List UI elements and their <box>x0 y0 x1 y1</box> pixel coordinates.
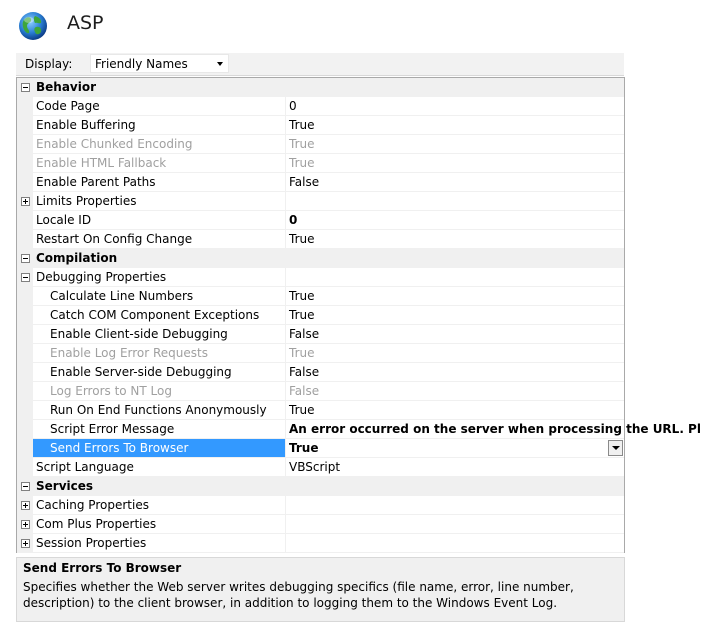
property-grid[interactable] <box>16 77 701 553</box>
property-value-text <box>286 517 289 531</box>
property-row[interactable] <box>17 173 624 192</box>
property-value-text: True <box>289 137 315 151</box>
property-name-text: Locale ID <box>36 213 92 227</box>
property-name <box>33 230 286 249</box>
property-value[interactable] <box>286 439 624 458</box>
property-name-text: Enable Buffering <box>36 118 136 132</box>
row-margin <box>17 173 33 192</box>
property-value[interactable] <box>286 534 624 553</box>
property-value-text: True <box>289 403 315 417</box>
expand-plus-icon[interactable] <box>21 197 30 206</box>
category-row[interactable] <box>17 477 624 496</box>
row-margin <box>17 97 33 116</box>
property-name <box>33 154 286 173</box>
display-label: Display: <box>25 57 73 71</box>
description-panel <box>16 557 625 622</box>
category-label <box>33 477 624 495</box>
row-margin <box>17 78 33 97</box>
property-name <box>33 135 286 154</box>
property-value-text <box>286 194 289 208</box>
property-value-text: True <box>289 156 315 170</box>
property-row[interactable] <box>17 382 624 401</box>
property-name-text: Catch COM Component Exceptions <box>50 308 260 322</box>
collapse-minus-icon[interactable] <box>21 83 30 92</box>
property-name <box>33 420 286 439</box>
expand-plus-icon[interactable] <box>21 501 30 510</box>
property-value[interactable] <box>286 268 624 287</box>
property-name <box>33 116 286 135</box>
display-mode-select[interactable] <box>90 54 229 73</box>
property-value-text: True <box>289 118 315 132</box>
property-row[interactable] <box>17 116 624 135</box>
property-row[interactable] <box>17 401 624 420</box>
row-margin <box>17 534 33 553</box>
property-value[interactable] <box>286 515 624 534</box>
property-value[interactable] <box>286 116 624 135</box>
collapse-minus-icon[interactable] <box>21 482 30 491</box>
property-name-text: Compilation <box>36 251 118 265</box>
property-value[interactable] <box>286 287 624 306</box>
property-name-text: Caching Properties <box>36 498 149 512</box>
property-value[interactable] <box>286 97 624 116</box>
row-margin <box>17 515 33 534</box>
property-name <box>33 515 286 534</box>
property-value-text <box>286 270 289 284</box>
page-title: ASP <box>67 12 104 34</box>
property-value-text: False <box>289 384 320 398</box>
property-value[interactable] <box>286 344 624 363</box>
chevron-down-icon <box>217 62 223 66</box>
property-name-text: Debugging Properties <box>36 270 167 284</box>
row-margin <box>17 211 33 230</box>
property-row[interactable] <box>17 534 624 553</box>
property-value[interactable] <box>286 458 624 477</box>
category-row[interactable] <box>17 78 624 97</box>
property-value[interactable] <box>286 363 624 382</box>
property-name <box>33 211 286 230</box>
property-row[interactable] <box>17 287 624 306</box>
property-value[interactable] <box>286 306 624 325</box>
category-label <box>33 78 624 96</box>
property-value-text <box>286 536 289 550</box>
property-name-text: Services <box>36 479 94 493</box>
row-margin <box>17 325 33 344</box>
header <box>0 0 642 50</box>
globe-icon <box>17 10 49 42</box>
property-value[interactable] <box>286 420 701 439</box>
property-value[interactable] <box>286 135 624 154</box>
row-margin <box>17 344 33 363</box>
property-name <box>33 401 286 420</box>
property-row[interactable] <box>17 515 624 534</box>
row-margin <box>17 458 33 477</box>
property-name <box>33 363 286 382</box>
property-name <box>33 192 286 211</box>
property-name-text: Enable Log Error Requests <box>50 346 208 360</box>
property-value[interactable] <box>286 382 624 401</box>
property-value[interactable] <box>286 230 624 249</box>
property-row[interactable] <box>17 496 624 515</box>
row-margin <box>17 154 33 173</box>
property-name-text: Behavior <box>36 80 97 94</box>
property-value[interactable] <box>286 211 624 230</box>
property-value-text: False <box>289 365 320 379</box>
display-mode-value: Friendly Names <box>95 57 188 71</box>
property-row[interactable] <box>17 325 624 344</box>
property-name-text: Session Properties <box>36 536 147 550</box>
property-value-text: True <box>289 289 315 303</box>
row-margin <box>17 135 33 154</box>
property-name <box>33 173 286 192</box>
property-name <box>33 97 286 116</box>
property-value[interactable] <box>286 192 624 211</box>
property-name <box>33 496 286 515</box>
collapse-minus-icon[interactable] <box>21 273 30 282</box>
property-name-text: Enable Client-side Debugging <box>50 327 228 341</box>
row-margin <box>17 268 33 287</box>
property-value-text: True <box>289 308 315 322</box>
property-name-text: Enable Server-side Debugging <box>50 365 232 379</box>
property-row[interactable] <box>17 154 624 173</box>
row-margin <box>17 116 33 135</box>
property-row[interactable] <box>17 192 624 211</box>
property-value-text: An error occurred on the server when processing the URL. Pl <box>289 422 701 436</box>
property-value[interactable] <box>286 173 624 192</box>
property-value-text: VBScript <box>289 460 341 474</box>
row-margin <box>17 439 33 458</box>
property-row[interactable] <box>17 268 624 287</box>
property-value[interactable] <box>286 401 624 420</box>
expand-plus-icon[interactable] <box>21 539 30 548</box>
value-dropdown-button[interactable] <box>608 440 623 456</box>
property-name-text: Code Page <box>36 99 100 113</box>
property-value-text: False <box>289 175 320 189</box>
property-name <box>33 439 286 458</box>
property-name <box>33 382 286 401</box>
property-name-text: Log Errors to NT Log <box>50 384 172 398</box>
property-name-text: Send Errors To Browser <box>50 441 189 455</box>
property-name <box>33 287 286 306</box>
property-row[interactable] <box>17 230 624 249</box>
property-row[interactable] <box>17 135 624 154</box>
property-name-text: Enable Parent Paths <box>36 175 156 189</box>
property-name-text: Enable HTML Fallback <box>36 156 167 170</box>
property-name-text: Script Language <box>36 460 134 474</box>
property-name <box>33 268 286 287</box>
property-name <box>33 458 286 477</box>
property-value-text: False <box>289 327 320 341</box>
property-value-text <box>286 498 289 512</box>
property-value-text: 0 <box>289 99 297 113</box>
property-row[interactable] <box>17 306 624 325</box>
category-row[interactable] <box>17 249 624 268</box>
property-row[interactable] <box>17 97 624 116</box>
row-margin <box>17 306 33 325</box>
property-name-text: Calculate Line Numbers <box>50 289 194 303</box>
property-name-text: Run On End Functions Anonymously <box>50 403 267 417</box>
property-row[interactable] <box>17 344 624 363</box>
row-margin <box>17 401 33 420</box>
collapse-minus-icon[interactable] <box>21 254 30 263</box>
description-title: Send Errors To Browser <box>23 561 182 575</box>
property-value[interactable] <box>286 154 624 173</box>
property-row[interactable] <box>17 211 624 230</box>
toolbar <box>16 53 624 76</box>
property-name-text: Enable Chunked Encoding <box>36 137 193 151</box>
row-margin <box>17 249 33 268</box>
property-name <box>33 325 286 344</box>
description-text: Specifies whether the Web server writes debugging specifics (file name, error, line number, description) to the client browser, in addition to logging them to the Windows Event Log. <box>23 580 574 610</box>
property-value[interactable] <box>286 496 624 515</box>
property-row[interactable] <box>17 420 701 439</box>
property-name-text: Script Error Message <box>50 422 175 436</box>
row-margin <box>17 420 33 439</box>
property-value-text: True <box>289 441 319 455</box>
property-name-text: Restart On Config Change <box>36 232 193 246</box>
property-value-text: True <box>289 232 315 246</box>
property-name <box>33 534 286 553</box>
property-name-text: Com Plus Properties <box>36 517 157 531</box>
row-margin <box>17 230 33 249</box>
property-value-text: 0 <box>289 213 298 227</box>
row-margin <box>17 496 33 515</box>
property-name-text: Limits Properties <box>36 194 137 208</box>
property-row[interactable] <box>17 439 624 458</box>
row-margin <box>17 192 33 211</box>
property-value[interactable] <box>286 325 624 344</box>
row-margin <box>17 477 33 496</box>
property-row[interactable] <box>17 458 624 477</box>
category-label <box>33 249 624 267</box>
property-name <box>33 306 286 325</box>
row-margin <box>17 382 33 401</box>
expand-plus-icon[interactable] <box>21 520 30 529</box>
property-value-text: True <box>289 346 315 360</box>
row-margin <box>17 287 33 306</box>
property-name <box>33 344 286 363</box>
property-row[interactable] <box>17 363 624 382</box>
row-margin <box>17 363 33 382</box>
